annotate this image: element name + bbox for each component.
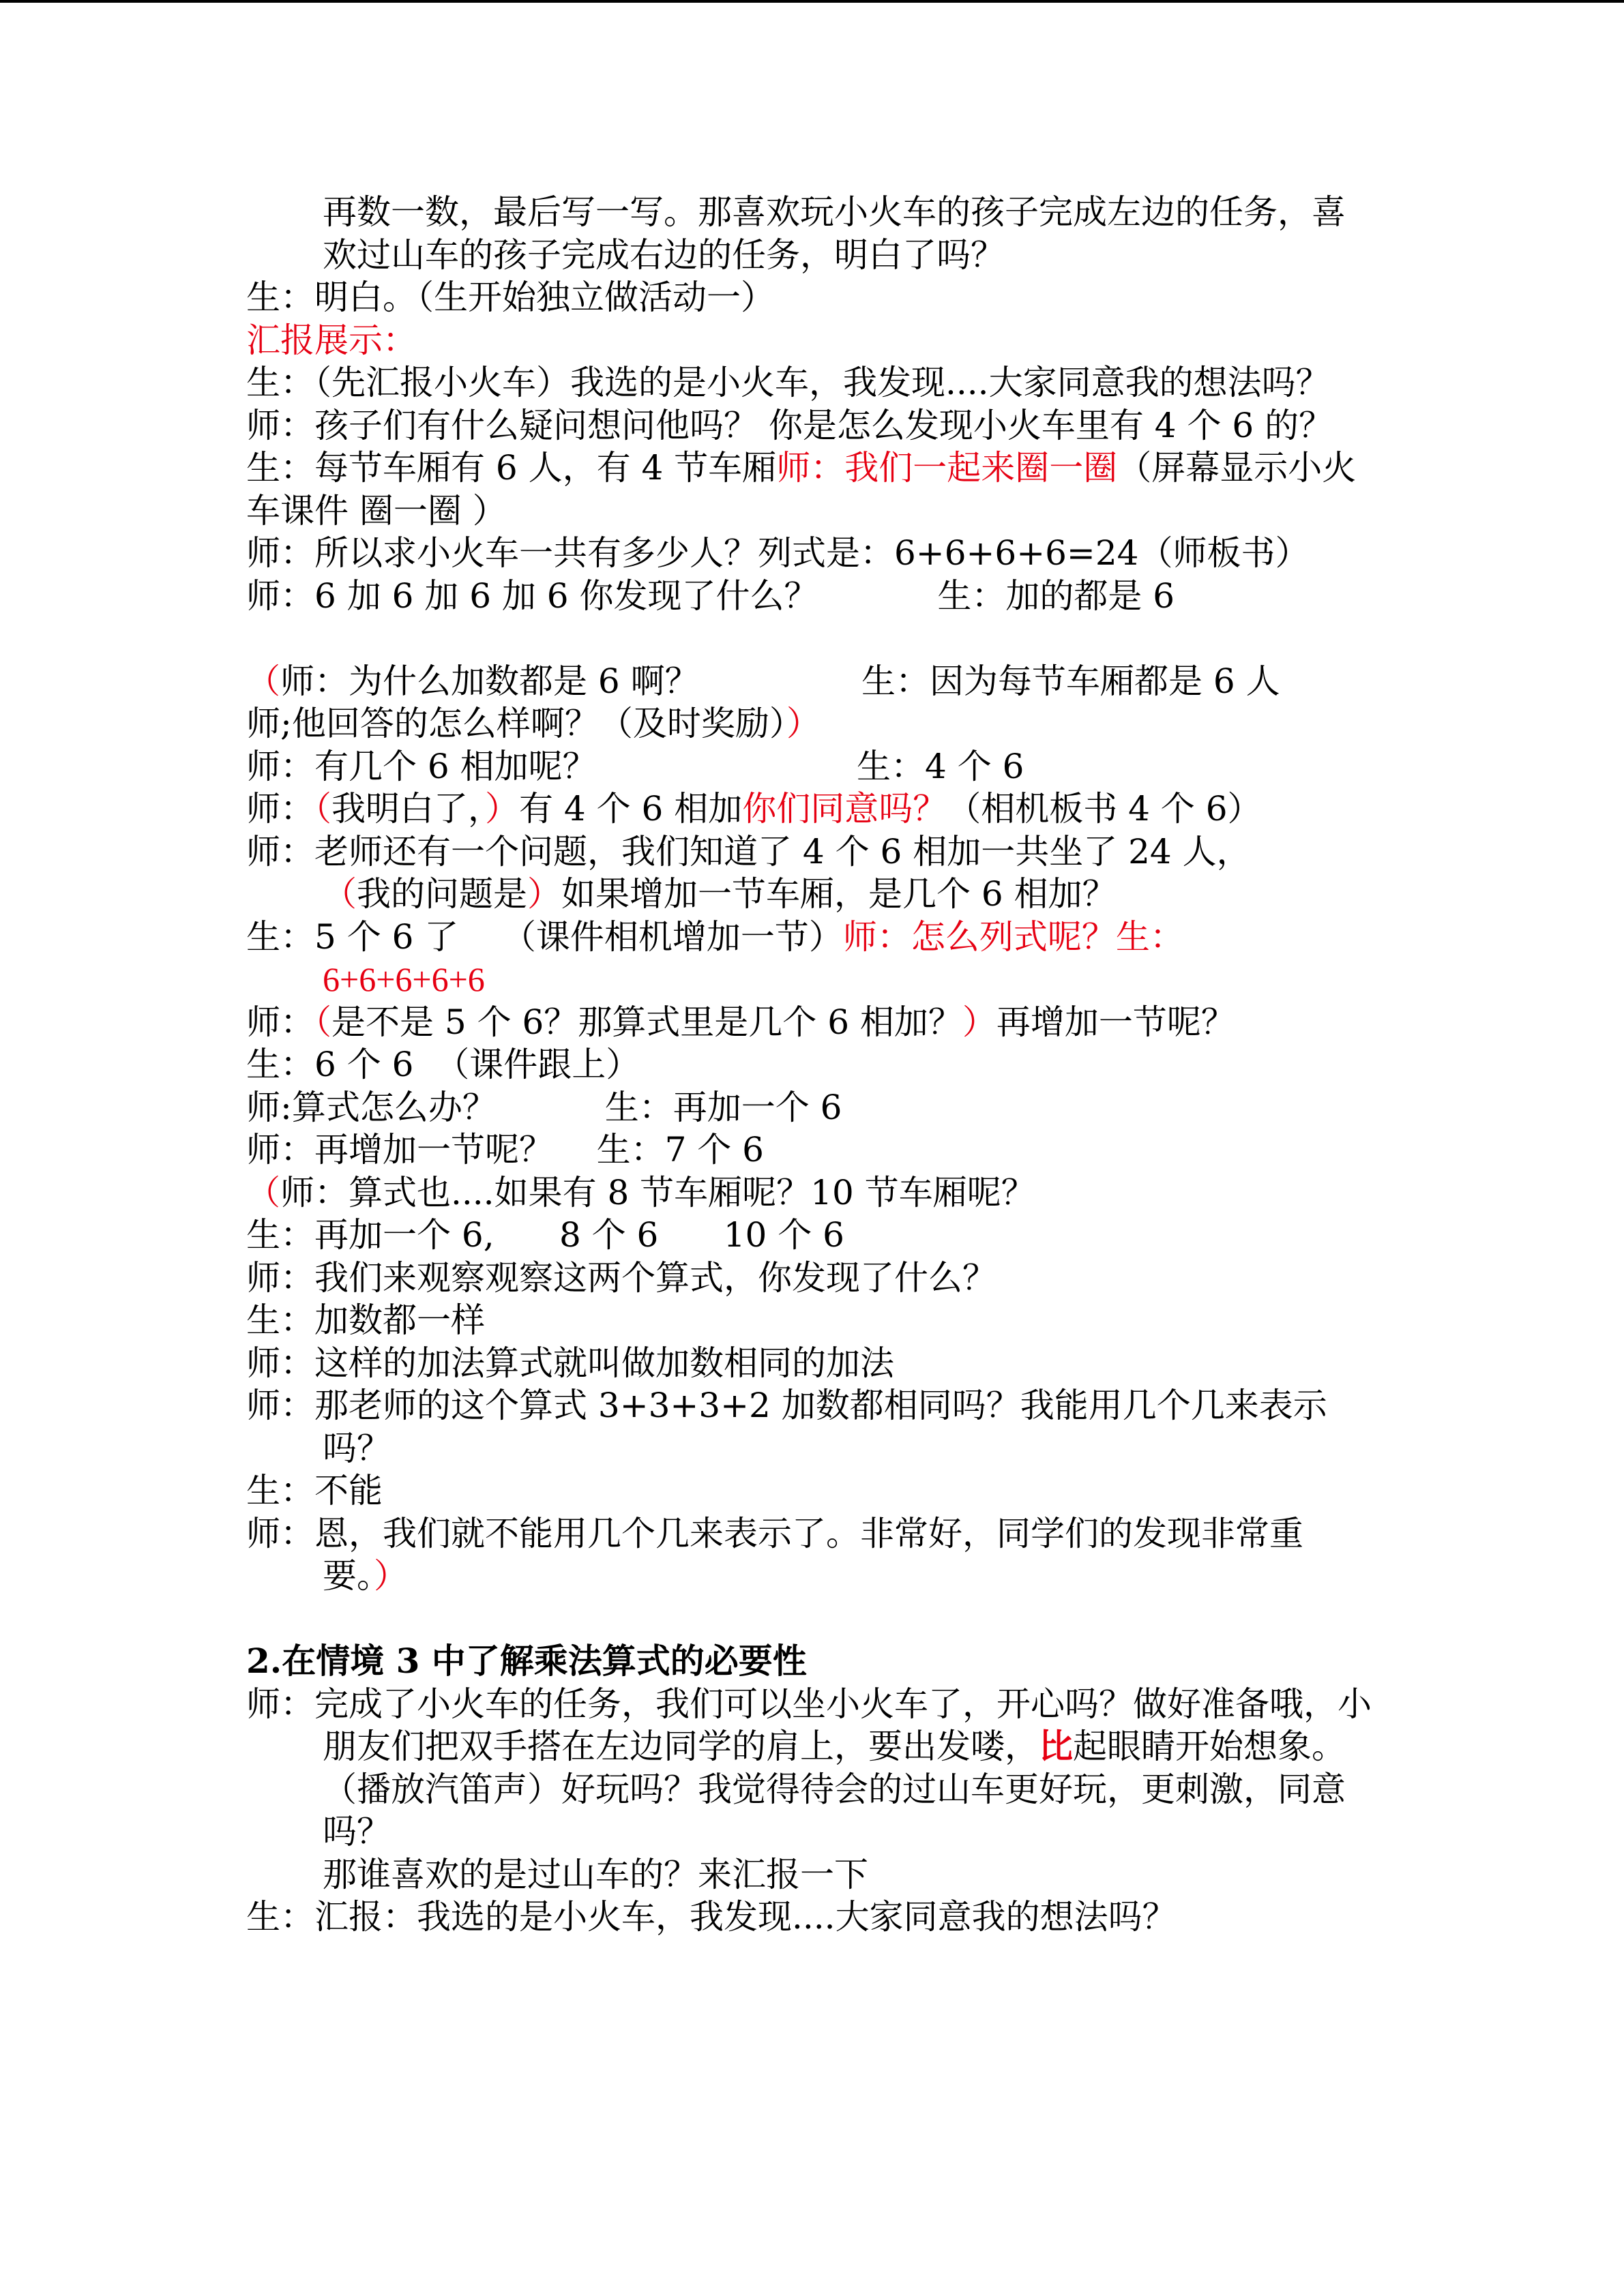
paragraph-line — [246, 1172, 1378, 1214]
text-run: 我明白了， — [331, 789, 485, 829]
paragraph-line — [246, 1384, 1378, 1470]
paragraph-line — [246, 660, 1378, 703]
blank-line — [246, 1598, 1378, 1641]
text-run: 师： — [246, 789, 314, 829]
highlighted-text: （ — [323, 874, 357, 914]
text-run: 师：为什么加数都是 6 啊？ 生：因为每节车厢都是 6 人 — [280, 661, 1280, 701]
highlighted-text: （ — [314, 1002, 331, 1042]
highlighted-text: 6+6+6+6+6 — [323, 960, 485, 998]
text-run: 有 4 个 6 相加 — [519, 789, 743, 829]
paragraph-line — [246, 1257, 1378, 1300]
text-run: 我的问题是 — [357, 874, 527, 914]
text-run: 师：6 加 6 加 6 加 6 你发现了什么？ 生：加的都是 6 — [246, 576, 1175, 616]
paragraph-line — [246, 702, 1378, 745]
text-run: 生：不能 — [246, 1471, 383, 1510]
text-run: 生：加数都一样 — [246, 1300, 485, 1340]
paragraph-line — [246, 916, 1378, 959]
text-run: 师:算式怎么办？ 生：再加一个 6 — [246, 1087, 842, 1127]
highlighted-text: 师：我们一起来圈一圈 — [776, 448, 1118, 488]
text-run: （相机板书 4 个 6） — [947, 789, 1262, 829]
highlighted-text: （ — [314, 789, 331, 829]
paragraph-line — [246, 958, 1378, 1001]
text-run: 师：孩子们有什么疑问想问他吗？ 你是怎么发现小火车里有 4 个 6 的？ — [246, 405, 1333, 445]
highlighted-text: ） — [962, 1002, 996, 1042]
paragraph-line — [246, 191, 1378, 276]
text-run: 师：我们来观察观察这两个算式，你发现了什么？ — [246, 1257, 996, 1298]
paragraph-line — [246, 1342, 1378, 1385]
paragraph-line — [246, 1086, 1378, 1129]
paragraph-line — [246, 276, 1378, 319]
highlighted-text: 师：怎么列式呢？生： — [842, 916, 1184, 957]
paragraph-line — [246, 361, 1378, 404]
section-label — [246, 319, 1378, 362]
highlighted-text: ） — [786, 704, 821, 743]
paragraph-line — [246, 1853, 1378, 1896]
text-run: （屏幕显示小火车课件 圈一圈 ） — [246, 448, 1357, 531]
text-run: 师：完成了小火车的任务，我们可以坐小火车了，开心吗？做好准备哦，小朋友们把双手搭在左边同学的肩上，要出发喽， — [246, 1684, 1372, 1766]
text-run: 师：恩，我们就不能用几个几来表示了。非常好，同学们的发现非常重要。 — [246, 1513, 1303, 1596]
paragraph-line — [246, 1214, 1378, 1257]
text-run: 生：汇报：我选的是小火车，我发现....大家同意我的想法吗？ — [246, 1897, 1177, 1937]
paragraph-line — [246, 745, 1378, 788]
text-run: 师：再增加一节呢？ 生：7 个 6 — [246, 1130, 764, 1169]
paragraph-line — [246, 1512, 1378, 1598]
text-run: 如果增加一节车厢，是几个 6 相加？ — [561, 874, 1117, 914]
text-run: 那谁喜欢的是过山车的？来汇报一下 — [323, 1854, 868, 1894]
text-run: 师：那老师的这个算式 3+3+3+2 加数都相同吗？我能用几个几来表示吗？ — [246, 1386, 1327, 1468]
text-run: 师：这样的加法算式就叫做加数相同的加法 — [246, 1343, 894, 1383]
text-run: 生：6 个 6 （课件跟上） — [246, 1045, 640, 1084]
highlighted-text: （ — [246, 661, 280, 701]
text-run: 生：每节车厢有 6 人，有 4 节车厢 — [246, 448, 777, 488]
text-run: 汇报展示： — [246, 320, 417, 360]
text-run: 生：明白。（生开始独立做活动一） — [246, 278, 775, 317]
text-run: 师：算式也....如果有 8 节车厢呢？10 节车厢呢？ — [280, 1172, 1035, 1212]
paragraph-line — [246, 1001, 1378, 1044]
text-run: 师： — [246, 1002, 314, 1042]
highlighted-text: ） — [485, 789, 519, 829]
text-run: 师：老师还有一个问题，我们知道了 4 个 6 相加一共坐了 24 人， — [246, 831, 1251, 871]
highlighted-text: 比 — [1039, 1726, 1073, 1766]
highlighted-text: 你们同意吗？ — [742, 789, 947, 829]
paragraph-line — [246, 1129, 1378, 1172]
text-run: 师：所以求小火车一共有多少人？列式是：6+6+6+6=24（师板书） — [246, 533, 1310, 573]
paragraph-line — [246, 447, 1378, 532]
paragraph-line — [246, 831, 1378, 874]
paragraph-line — [246, 1299, 1378, 1342]
highlighted-text: （ — [246, 1172, 280, 1212]
paragraph-line — [246, 873, 1378, 916]
text-run: 生：（先汇报小火车）我选的是小火车，我发现....大家同意我的想法吗？ — [246, 363, 1330, 402]
text-run: 生：5 个 6 了 （课件相机增加一节） — [246, 916, 843, 957]
paragraph-line — [246, 1470, 1378, 1512]
text-run: 师;他回答的怎么样啊？（及时奖励） — [246, 704, 786, 743]
paragraph-line — [246, 532, 1378, 575]
paragraph-line — [246, 1043, 1378, 1086]
text-run: 再增加一节呢？ — [996, 1002, 1235, 1042]
paragraph-line — [246, 404, 1378, 447]
paragraph-line — [246, 575, 1378, 618]
paragraph-line — [246, 1896, 1378, 1939]
text-run: 再数一数，最后写一写。那喜欢玩小火车的孩子完成左边的任务，喜欢过山车的孩子完成右边的任务，明白了吗？ — [323, 192, 1346, 275]
paragraph-line — [246, 788, 1378, 831]
blank-line — [246, 617, 1378, 660]
text-run: 起眼睛开始想象。（播放汽笛声）好玩吗？我觉得待会的过山车更好玩，更刺激，同意吗？ — [323, 1727, 1346, 1851]
text-run: 生：再加一个 6, 8 个 6 10 个 6 — [246, 1215, 844, 1255]
highlighted-text: ） — [527, 874, 561, 914]
highlighted-text: ） — [374, 1556, 408, 1596]
section-heading — [246, 1640, 1378, 1683]
page-top-border — [0, 0, 1624, 3]
text-run: 2.在情境 3 中了解乘法算式的必要性 — [246, 1641, 807, 1681]
text-run: 师：有几个 6 相加呢？ 生：4 个 6 — [246, 746, 1024, 786]
text-run: 是不是 5 个 6？那算式里是几个 6 相加？ — [331, 1002, 962, 1042]
document-body — [246, 191, 1378, 1939]
paragraph-line — [246, 1683, 1378, 1853]
